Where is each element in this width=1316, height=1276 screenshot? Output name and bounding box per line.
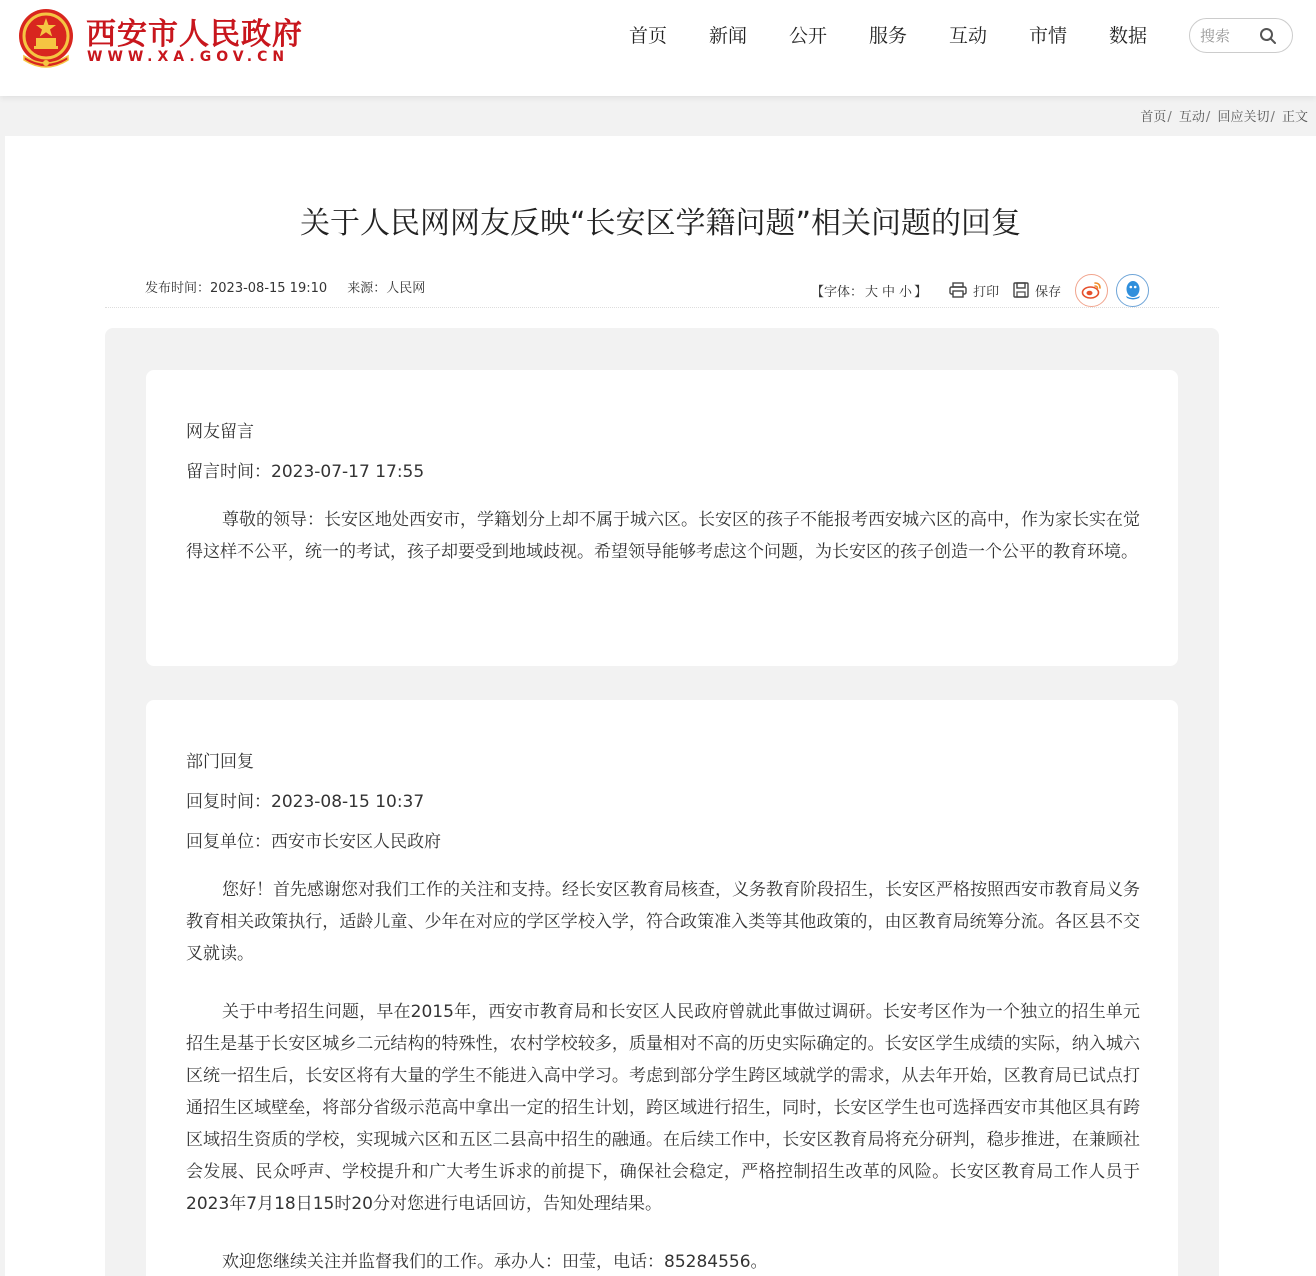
reply-heading: 部门回复: [186, 752, 254, 772]
breadcrumb-current: 正文: [1281, 110, 1308, 125]
publish-time: 发布时间：2023-08-15 19:10: [145, 281, 328, 296]
weibo-share-button[interactable]: [1075, 274, 1108, 307]
article-source: 来源：人民网: [347, 281, 426, 296]
qq-penguin-icon: [1123, 279, 1143, 301]
message-card: [146, 370, 1178, 666]
meta-divider: [105, 307, 1219, 308]
nav-item-news[interactable]: 新闻: [708, 25, 747, 47]
reply-paragraph-1: 您好！首先感谢您对我们工作的关注和支持。经长安区教育局核查，义务教育阶段招生，长安区严格按照西安市教育局义务教育相关政策执行，适龄儿童、少年在对应的学区学校入学，符合政策准入类等其他政策的，由区教育局统筹分流。各区县不交叉就读。: [186, 880, 1140, 964]
font-label-open: 【字体：: [811, 284, 864, 300]
breadcrumb-interaction[interactable]: 互动: [1178, 110, 1205, 125]
save-label: 保存: [1035, 284, 1062, 300]
site-name[interactable]: 西安市人民政府: [86, 17, 303, 52]
nav-item-data[interactable]: 数据: [1108, 25, 1147, 47]
article-meta: [145, 277, 441, 296]
print-button[interactable]: [949, 281, 999, 300]
font-label-close: 】: [914, 284, 928, 300]
search-box: [1189, 18, 1293, 53]
nav-item-city-info[interactable]: 市情: [1028, 25, 1067, 47]
breadcrumb: [1140, 106, 1308, 125]
article-title: 关于人民网网友反映“长安区学籍问题”相关问题的回复: [299, 206, 1022, 241]
printer-icon: [949, 282, 967, 298]
breadcrumb-separator: /: [1270, 110, 1275, 125]
font-medium-button[interactable]: 中: [882, 284, 896, 300]
reply-paragraph-3: 欢迎您继续关注并监督我们的工作。承办人：田莹，电话：85284556。: [222, 1252, 768, 1272]
save-button[interactable]: [1013, 281, 1061, 300]
article-tools: [811, 273, 1157, 307]
reply-paragraph-2: 关于中考招生问题，早在2015年，西安市教育局和长安区人民政府曾就此事做过调研。长安考区作为一个独立的招生单元招生是基于长安区城乡二元结构的特殊性，农村学校较多，质量相对不高的历史实际确定的。长安区学生成绩的实际，纳入城六区统一招生后，长安区将有大量的学生不能进入高中学习。考虑到部分学生跨区域就学的需求，从去年开始，区教育局已试点打通招生区域壁垒，将部分省级示范高中拿出一定的招生计划，跨区域进行招生，同时，长安区学生也可选择西安市其他区具有跨区域招生资质的学校，实现城六区和五区二县高中招生的融通。在后续工作中，长安区教育局将充分研判，稳步推进，在兼顾社会发展、民众呼声、学校提升和广大考生诉求的前提下，确保社会稳定，严格控制招生改革的风险。长安区教育局工作人员于2023年7月18日15时20分对您进行电话回访，告知处理结果。: [186, 1002, 1140, 1214]
message-body: 尊敬的领导：长安区地处西安市，学籍划分上却不属于城六区。长安区的孩子不能报考西安城六区的高中，作为家长实在觉得这样不公平，统一的考试，孩子却要受到地域歧视。希望领导能够考虑这个问题，为长安区的孩子创造一个公平的教育环境。: [186, 510, 1140, 562]
message-time: 留言时间：2023-07-17 17:55: [186, 462, 425, 482]
print-label: 打印: [973, 284, 1000, 300]
reply-time: 回复时间：2023-08-15 10:37: [186, 792, 425, 812]
nav-item-public[interactable]: 公开: [788, 25, 827, 47]
breadcrumb-separator: /: [1205, 110, 1211, 125]
nav-item-home[interactable]: 首页: [628, 25, 667, 47]
reply-card: [146, 700, 1178, 1276]
font-small-button[interactable]: 小: [899, 284, 913, 300]
save-icon: [1013, 282, 1029, 298]
national-emblem-logo[interactable]: [14, 6, 78, 70]
search-input[interactable]: [1200, 25, 1260, 47]
reply-unit: 回复单位：西安市长安区人民政府: [186, 832, 441, 852]
site-header: [0, 0, 1316, 96]
message-heading: 网友留言: [186, 422, 254, 442]
breadcrumb-separator: /: [1167, 110, 1172, 125]
site-url[interactable]: WWW.XA.GOV.CN: [87, 49, 290, 65]
font-large-button[interactable]: 大: [865, 284, 879, 300]
qq-share-button[interactable]: [1116, 274, 1149, 307]
content-area: [105, 328, 1219, 1276]
weibo-icon: [1081, 280, 1103, 300]
main-nav: [608, 22, 1168, 50]
search-icon[interactable]: [1258, 26, 1278, 46]
nav-item-interaction[interactable]: 互动: [948, 25, 987, 47]
breadcrumb-home[interactable]: 首页: [1140, 110, 1167, 125]
font-size-control: [811, 281, 927, 300]
nav-item-service[interactable]: 服务: [868, 25, 907, 47]
article-page: [5, 136, 1316, 1276]
breadcrumb-response[interactable]: 回应关切: [1217, 110, 1270, 125]
